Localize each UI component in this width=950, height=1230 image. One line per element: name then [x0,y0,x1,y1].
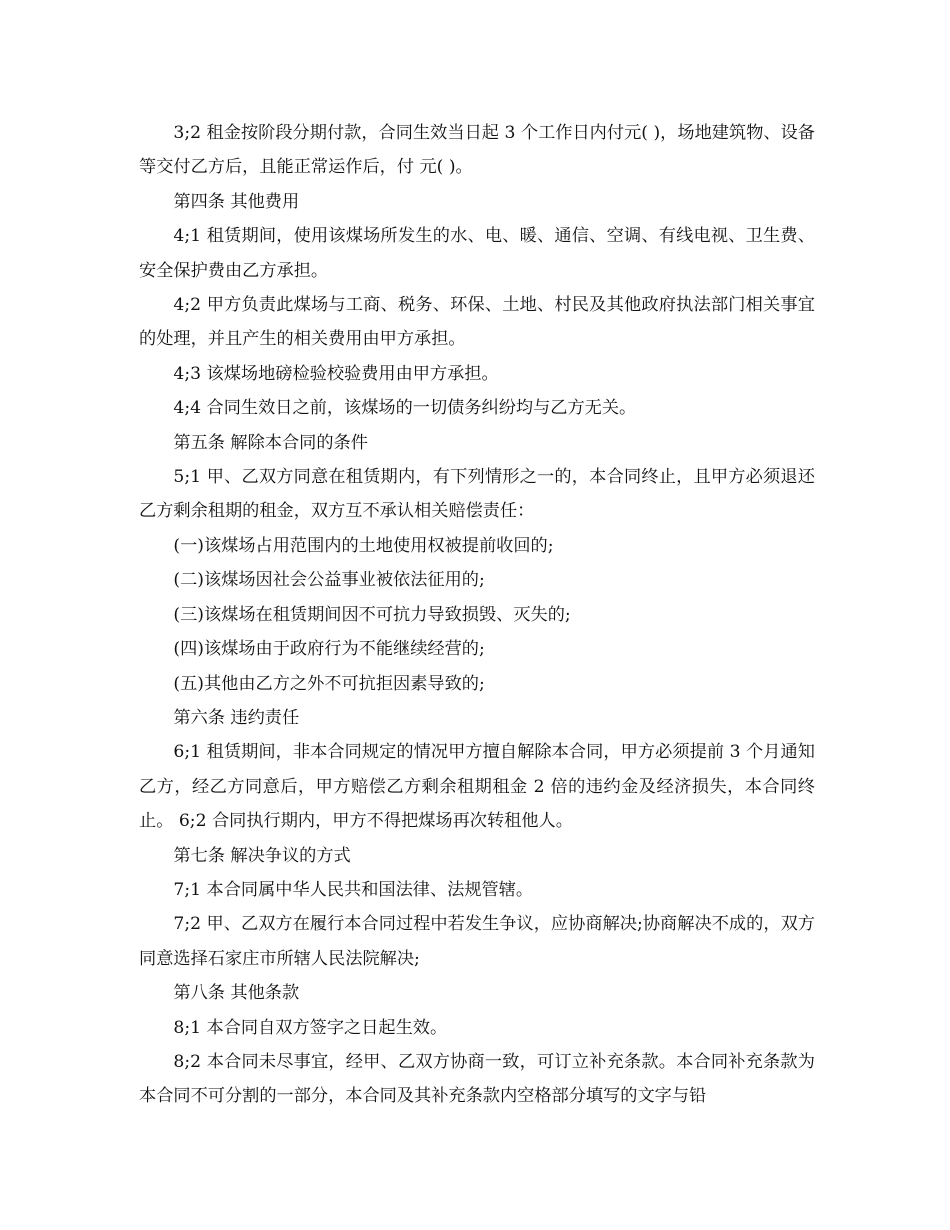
condition-item-2: (二)该煤场因社会公益事业被依法征用的; [173,570,485,591]
clause-7-2: 7;2 甲、乙双方在履行本合同过程中若发生争议，应协商解决;协商解决不成的，双方同意选择石家庄市所辖人民法院解决; [139,914,815,969]
article-4-heading: 第四条 其他费用 [173,191,300,212]
clause-4-3: 4;3 该煤场地磅检验校验费用由甲方承担。 [173,363,499,384]
condition-item-1: (一)该煤场占用范围内的土地使用权被提前收回的; [173,535,554,556]
clause-6-1: 6;1 租赁期间，非本合同规定的情况甲方擅自解除本合同，甲方必须提前 3 个月通知乙方，经乙方同意后，甲方赔偿乙方剩余租期租金 2 倍的违约金及经济损失，本合同终止。 6;2 合同执行期内，甲方不得把煤场再次转租他人。 [139,742,815,832]
clause-5-1: 5;1 甲、乙双方同意在租赁期内，有下列情形之一的，本合同终止，且甲方必须退还乙方剩余租期的租金，双方互不承认相关赔偿责任： [139,467,815,522]
clause-4-2: 4;2 甲方负责此煤场与工商、税务、环保、土地、村民及其他政府执法部门相关事宜的处理，并且产生的相关费用由甲方承担。 [139,295,815,350]
clause-7-1: 7;1 本合同属中华人民共和国法律、法规管辖。 [173,879,534,900]
clause-4-1: 4;1 租赁期间，使用该煤场所发生的水、电、暖、通信、空调、有线电视、卫生费、安全保护费由乙方承担。 [139,226,815,281]
document-body [139,116,815,1114]
condition-item-5: (五)其他由乙方之外不可抗拒因素导致的; [173,673,485,694]
article-8-heading: 第八条 其他条款 [173,983,300,1004]
condition-item-4: (四)该煤场由于政府行为不能继续经营的; [173,639,485,660]
clause-8-1: 8;1 本合同自双方签字之日起生效。 [173,1017,448,1038]
article-5-heading: 第五条 解除本合同的条件 [173,432,368,453]
clause-3-2: 3;2 租金按阶段分期付款，合同生效当日起 3 个工作日内付元( )，场地建筑物、设备等交付乙方后，且能正常运作后，付 元( )。 [139,123,815,178]
condition-item-3: (三)该煤场在租赁期间因不可抗力导致损毁、灭失的; [173,604,571,625]
article-6-heading: 第六条 违约责任 [173,707,300,728]
clause-4-4: 4;4 合同生效日之前，该煤场的一切债务纠纷均与乙方无关。 [173,398,637,419]
article-7-heading: 第七条 解决争议的方式 [173,845,351,866]
clause-8-2: 8;2 本合同未尽事宜，经甲、乙双方协商一致，可订立补充条款。本合同补充条款为本合同不可分割的一部分，本合同及其补充条款内空格部分填写的文字与铅 [139,1051,815,1107]
